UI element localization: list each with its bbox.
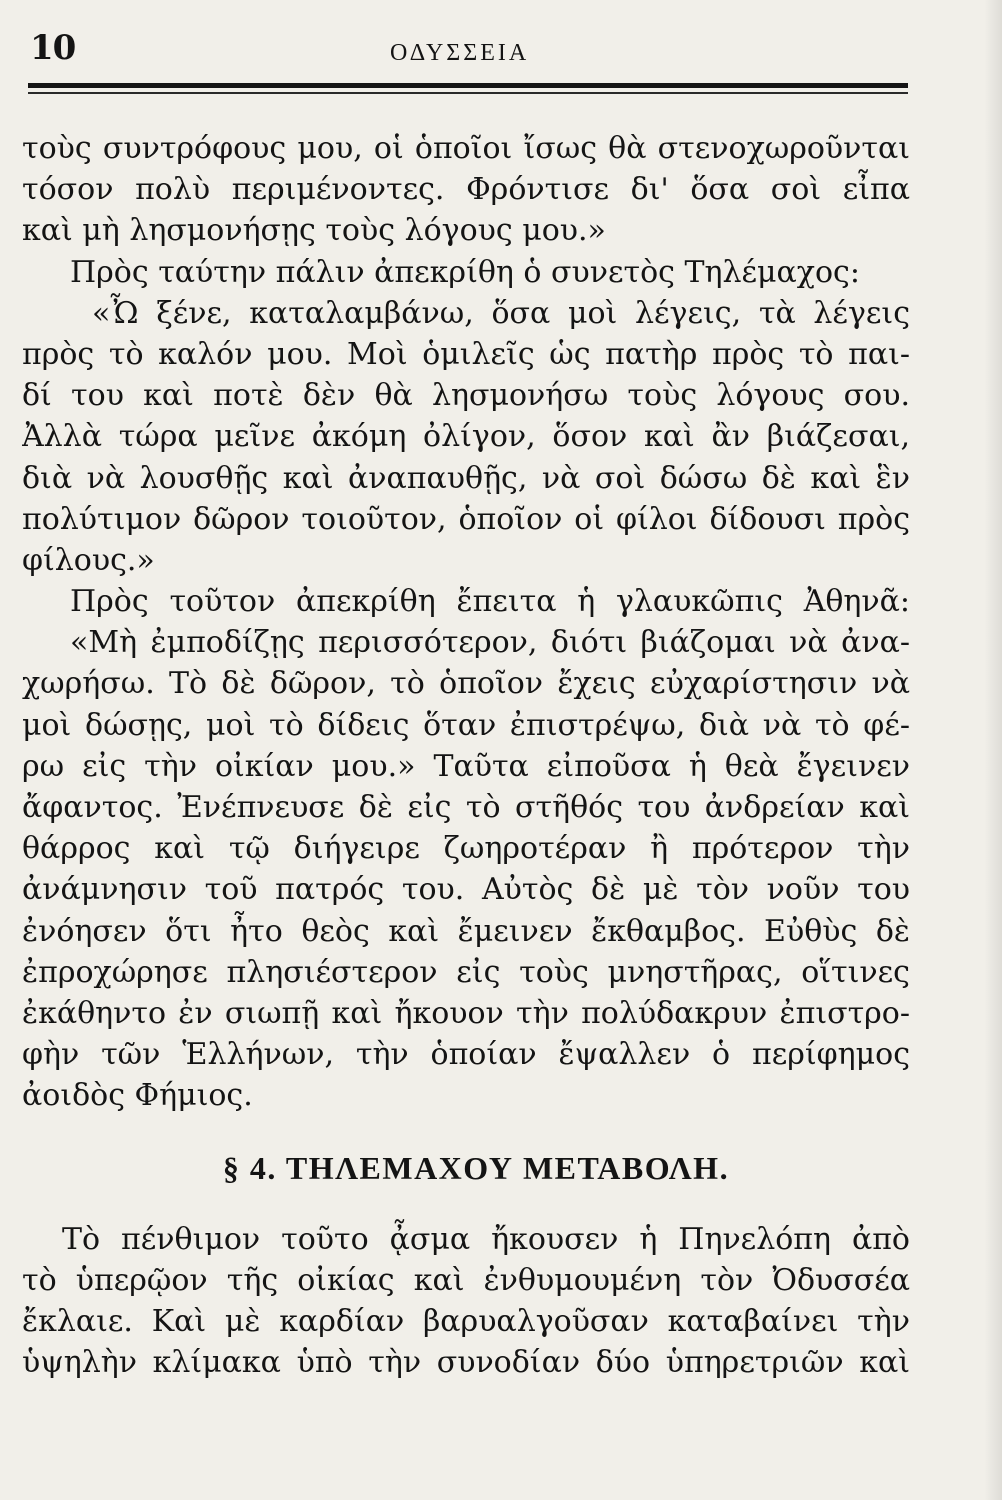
text-line: φίλους.» [22,542,155,578]
body-paragraphs [22,128,910,1117]
text-line: ἐνόησεν ὅτι ἦτο θεὸς καὶ ἔμεινεν ἔκθαμβος. Εὐθὺς δὲ [22,913,910,949]
text-line: Τὸ πένθιμον τοῦτο ᾆσμα ἤκουσεν ἡ Πηνελόπη ἀπὸ [62,1221,910,1257]
text-line: ρω εἰς τὴν οἰκίαν μου.» Ταῦτα εἰποῦσα ἡ θεὰ ἔγεινεν [22,748,910,784]
text-line: Πρὸς ταύτην πάλιν ἀπεκρίθη ὁ συνετὸς Τηλέμαχος: [70,254,860,290]
text-line: τοὺς συντρόφους μου, οἱ ὁποῖοι ἴσως θὰ στενοχωροῦνται [22,131,910,166]
text-line: Πρὸς τοῦτον ἀπεκρίθη ἔπειτα ἡ γλαυκῶπις Ἀθηνᾶ: [70,584,910,620]
text-line: «Ὦ ξένε, καταλαμβάνω, ὅσα μοὶ λέγεις, τὰ λέγεις [92,295,910,331]
section-body [22,1219,910,1384]
header-rule-thin [28,92,908,94]
text-line: δί του καὶ ποτὲ δὲν θὰ λησμονήσω τοὺς λόγους σου. [22,378,910,414]
text-line: φὴν τῶν Ἑλλήνων, τὴν ὁποίαν ἔψαλλεν ὁ περίφημος [22,1037,910,1073]
page-number: 10 [30,28,76,68]
text-line: τὸ ὑπερῷον τῆς οἰκίας καὶ ἐνθυμουμένη τὸν Ὀδυσσέα [22,1262,910,1298]
text-line: ἄφαντος. Ἐνέπνευσε δὲ εἰς τὸ στῆθός του ἀνδρείαν καὶ [22,790,910,825]
text-line: καὶ μὴ λησμονήσῃς τοὺς λόγους μου.» [22,213,606,249]
heading-gap [22,1117,910,1137]
text-line: Ἀλλὰ τώρα μεῖνε ἀκόμη ὀλίγον, ὅσον καὶ ἂν βιάζεσαι, [22,419,910,455]
header-rule-thick [28,83,908,88]
text-line: «Μὴ ἐμποδίζῃς περισσότερον, διότι βιάζομαι νὰ ἀνα- [70,625,910,661]
text-line: ὑψηλὴν κλίμακα ὑπὸ τὴν συνοδίαν δύο ὑπηρετριῶν καὶ [22,1345,910,1381]
text-line: ἐπροχώρησε πλησιέστερον εἰς τοὺς μνηστῆρας, οἵτινες [22,954,910,990]
text-line: διὰ νὰ λουσθῇς καὶ ἀναπαυθῇς, νὰ σοὶ δώσω δὲ καὶ ἓν [22,460,910,496]
text-line: πολύτιμον δῶρον τοιοῦτον, ὁποῖον οἱ φίλοι δίδουσι πρὸς [22,501,910,537]
text-line: ἔκλαιε. Καὶ μὲ καρδίαν βαρυαλγοῦσαν καταβαίνει τὴν [22,1303,910,1339]
text-block [22,128,910,1383]
text-line: τόσον πολὺ περιμένοντες. Φρόντισε δι' ὅσα σοὶ εἶπα [22,172,910,208]
section-heading: § 4. ΤΗΛΕΜΑΧΟΥ ΜΕΤΑΒΟΛΗ. [222,1149,730,1186]
text-line: πρὸς τὸ καλόν μου. Μοὶ ὁμιλεῖς ὡς πατὴρ πρὸς τὸ παι- [22,336,910,372]
page-header [30,28,910,78]
text-line: θάρρος καὶ τῷ διήγειρε ζωηροτέραν ἢ πρότερον τὴν [22,831,910,867]
text-line: χωρήσω. Τὸ δὲ δῶρον, τὸ ὁποῖον ἔχεις εὐχαρίστησιν νὰ [22,666,910,702]
text-line: ἀοιδὸς Φήμιος. [22,1078,253,1114]
text-line: μοὶ δώσῃς, μοὶ τὸ δίδεις ὅταν ἐπιστρέψω, διὰ νὰ τὸ φέ- [22,707,910,743]
heading-gap [22,1199,910,1219]
text-line: ἐκάθηντο ἐν σιωπῇ καὶ ἤκουον τὴν πολύδακρυν ἐπιστρο- [22,995,910,1031]
running-title: ΟΔΥΣΣΕΙΑ [390,40,530,66]
text-line: ἀνάμνησιν τοῦ πατρός του. Αὐτὸς δὲ μὲ τὸν νοῦν του [22,872,910,908]
page-edge-shadow [984,0,1002,1500]
